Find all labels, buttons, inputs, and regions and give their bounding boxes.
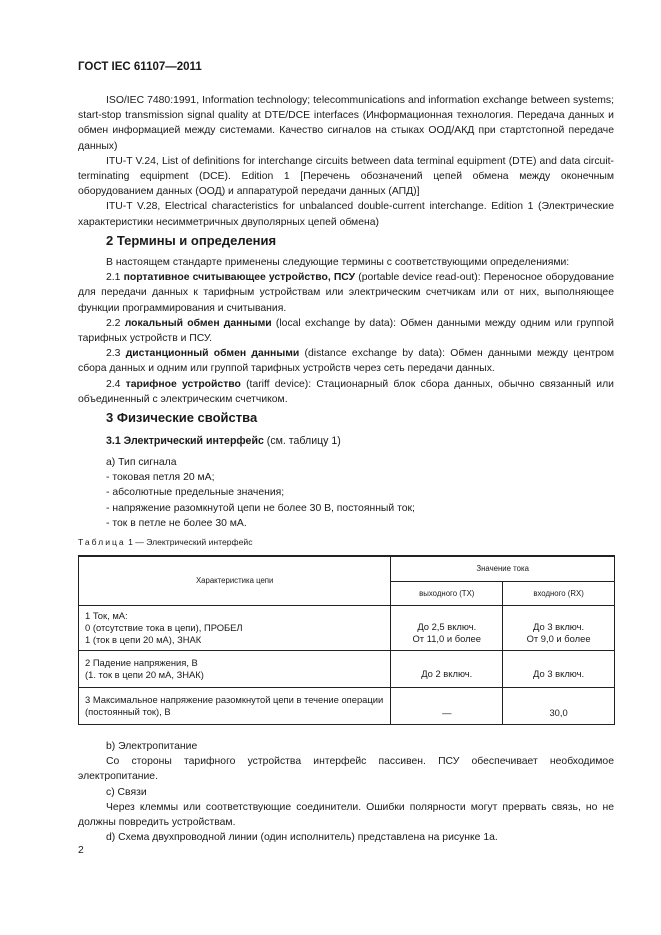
references-block	[78, 93, 614, 230]
electrical-interface-table	[78, 555, 615, 725]
subsection-3-1-heading: 3.1 Электрический интерфейс (см. таблицу 1)	[106, 435, 341, 447]
table-caption: Таблица 1 — Электрический интерфейс	[78, 537, 253, 547]
term-item: 2.1 портативное считывающее устройство, ПСУ (portable device read-out): Переносное оборудование для передачи данных к тарифным устройствам или электрическим счетчикам или от них, выполняющее функции программирования и считывания.	[78, 272, 614, 314]
paragraph: d) Схема двухпроводной линии (один исполнитель) представлена на рисунке 1а.	[106, 832, 498, 844]
term-name: дистанционный обмен данными	[125, 348, 300, 360]
item-title: b) Электропитание	[106, 741, 198, 752]
table-row: 1 Ток, мА: 0 (отсутствие тока в цепи), ПРОБЕЛ 1 (ток в цепи 20 мА), ЗНАК До 2,5 включ. От 11,0 и более До 3 включ. От 9,0 и более	[79, 605, 615, 650]
list-item: а) Тип сигнала	[106, 457, 177, 468]
table-row: 3 Максимальное напряжение разомкнутой цепи в течение операции (постоянный ток), В — 30,0	[79, 687, 615, 724]
list-item: - токовая петля 20 мА;	[106, 472, 215, 484]
table-header-characteristic: Характеристика цепи	[79, 556, 391, 605]
term-item: 2.3 дистанционный обмен данными (distance exchange by data): Обмен данными между центром сбора данных и одним или группой тарифных устройств через сеть передачи данных.	[78, 348, 615, 375]
reference-item: ISO/IEC 7480:1991, Information technology; telecommunications and information exchange between systems; start-stop transmission signal quality at DTE/DCE interfaces (Информационная технология. Передача данных и обмен информацией между системами. Качество сигналов на стыках ООД/АКД при стартстопной передаче данных)	[78, 95, 614, 152]
page-number: 2	[78, 845, 84, 856]
terms-block	[78, 255, 614, 407]
section-2-heading: 2 Термины и определения	[106, 233, 277, 248]
item-title: c) Связи	[106, 786, 147, 798]
reference-item: ITU-T V.24, List of definitions for interchange circuits between data terminal equipment (DTE) and data circuit-terminating equipment (DCE). Edition 1 [Перечень обозначений цепей обмена между оконечным оборудованием данных (ООД) и аппаратурой передачи данных (АПД)]	[78, 155, 614, 198]
term-item: 2.2 локальный обмен данными (local exchange by data): Обмен данными между одним или группой тарифных устройств и ПСУ.	[78, 317, 614, 345]
list-item: - ток в петле не более 30 мА.	[106, 517, 247, 529]
section-3-heading: 3 Физические свойства	[106, 410, 258, 425]
table-header-tx: выходного (ТХ)	[391, 581, 503, 605]
signal-type-list	[78, 455, 614, 531]
table-row: 2 Падение напряжения, В (1. ток в цепи 20 мА, ЗНАК) До 2 включ. До 3 включ.	[79, 650, 615, 687]
term-name: локальный обмен данными	[124, 317, 272, 329]
table-header-value: Значение тока	[391, 556, 615, 581]
list-item: - напряжение разомкнутой цепи не более 30 В, постоянный ток;	[106, 502, 415, 514]
after-table-block	[78, 739, 614, 845]
document-header: ГОСТ IEC 61107—2011	[78, 61, 202, 73]
list-item: - абсолютные предельные значения;	[106, 487, 285, 499]
terms-intro: В настоящем стандарте применены следующие термины с соответствующими определениями:	[106, 257, 570, 268]
term-name: тарифное устройство	[125, 378, 241, 390]
reference-item: ITU-T V.28, Electrical characteristics for unbalanced double-current interchange. Edition 1 (Электрические характеристики несимметричных двуполярных цепей обмена)	[78, 201, 614, 228]
term-name: портативное считывающее устройство, ПСУ	[123, 272, 356, 284]
term-item: 2.4 тарифное устройство (tariff device): Стационарный блок сбора данных, обычно связанный или объединенный с электрическим счетчиком.	[78, 378, 614, 405]
paragraph: Через клеммы или соответствующие соединители. Ошибки полярности могут прервать связь, но не должны повредить устройствам.	[78, 801, 614, 829]
table-header-rx: входного (RX)	[503, 581, 615, 605]
paragraph: Со стороны тарифного устройства интерфейс пассивен. ПСУ обеспечивает необходимое электропитание.	[78, 756, 614, 783]
